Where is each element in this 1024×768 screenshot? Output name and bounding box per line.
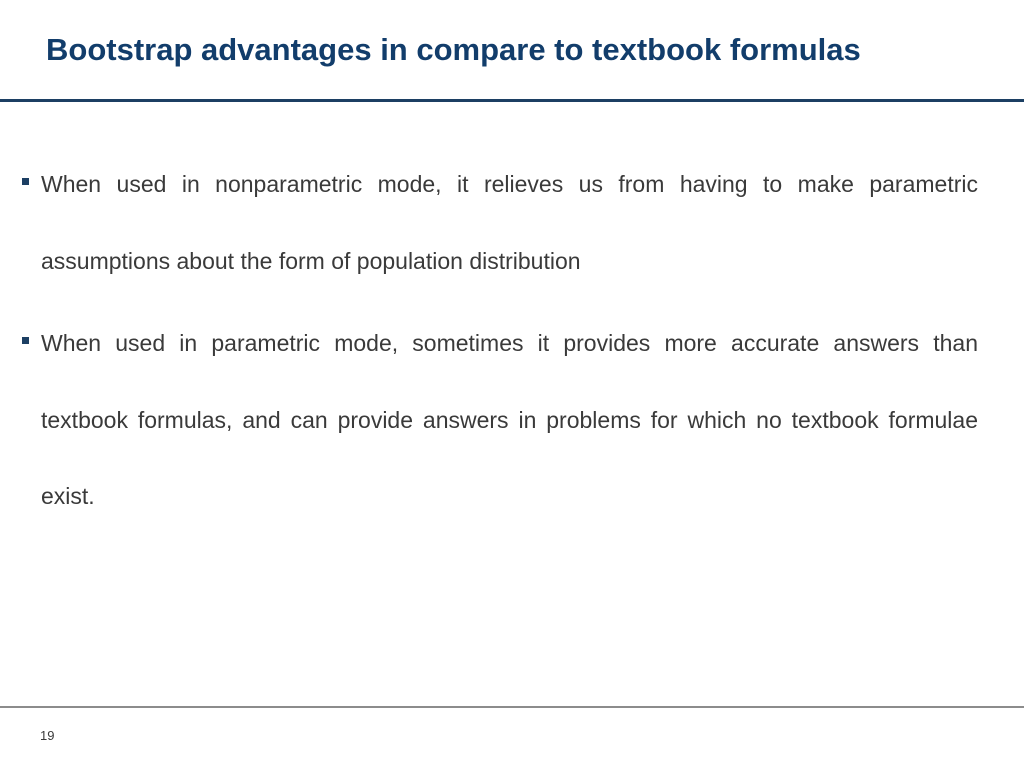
- title-divider: [0, 99, 1024, 102]
- square-bullet-icon: [22, 337, 29, 344]
- bullet-text: When used in parametric mode, sometimes it provides more accurate answers than textbook formulas, and can provide answers in problems for which no textbook formulae exist.: [41, 330, 978, 509]
- footer-divider: [0, 706, 1024, 708]
- page-number: 19: [40, 728, 55, 743]
- bullet-item: [20, 305, 978, 535]
- slide-content: [20, 146, 980, 541]
- bullet-text: When used in nonparametric mode, it relieves us from having to make parametric assumptions about the form of population distribution: [41, 171, 978, 274]
- bullet-item: [20, 146, 978, 299]
- square-bullet-icon: [22, 178, 29, 185]
- slide-title: Bootstrap advantages in compare to textbook formulas: [46, 32, 861, 67]
